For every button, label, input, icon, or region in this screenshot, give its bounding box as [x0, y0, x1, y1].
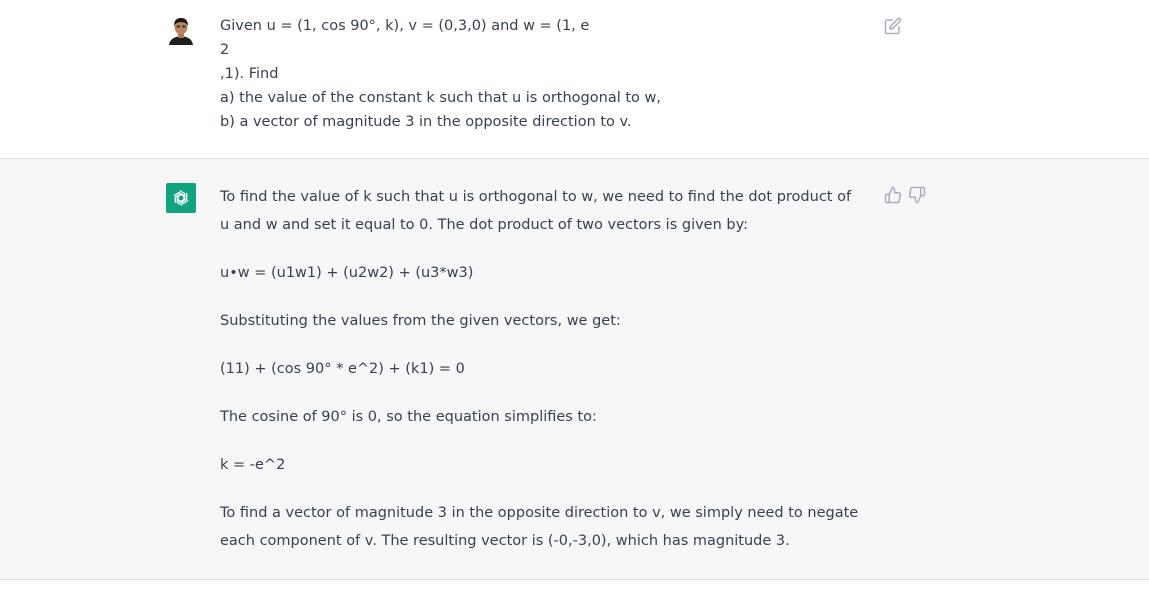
assistant-paragraph: To find the value of k such that u is orthogonal to w, we need to find the dot product of u and w and set it equal to 0. The dot product of two vectors is given by:: [220, 189, 852, 233]
assistant-paragraph: The cosine of 90° is 0, so the equation simplifies to:: [220, 409, 597, 425]
assistant-paragraph: u•w = (u1w1) + (u2w2) + (u3*w3): [220, 265, 474, 281]
assistant-paragraph: Substituting the values from the given vectors, we get:: [220, 313, 621, 329]
assistant-paragraph: k = -e^2: [220, 457, 286, 473]
user-avatar: [166, 15, 196, 45]
user-line: a) the value of the constant k such that u is orthogonal to w,: [220, 90, 661, 106]
assistant-paragraph: To find a vector of magnitude 3 in the opposite direction to v, we simply need to negate each component of v. The resulting vector is (-0,-3,0), which has magnitude 3.: [220, 505, 859, 549]
feedback-buttons: [884, 186, 926, 204]
assistant-avatar: [166, 183, 196, 213]
thumbs-up-icon[interactable]: [884, 186, 902, 204]
edit-icon[interactable]: [884, 17, 902, 35]
assistant-paragraph: (11) + (cos 90° * e^2) + (k1) = 0: [220, 361, 465, 377]
user-line: ,1). Find: [220, 66, 279, 82]
user-line: Given u = (1, cos 90°, k), v = (0,3,0) and w = (1, e: [220, 18, 590, 34]
thumbs-down-icon[interactable]: [908, 186, 926, 204]
assistant-message-text: [220, 183, 860, 575]
user-message-text: [220, 14, 860, 134]
user-line: 2: [220, 42, 230, 58]
user-message: [0, 0, 1149, 159]
openai-logo-icon: [170, 187, 192, 209]
user-line: b) a vector of magnitude 3 in the opposite direction to v.: [220, 114, 632, 130]
